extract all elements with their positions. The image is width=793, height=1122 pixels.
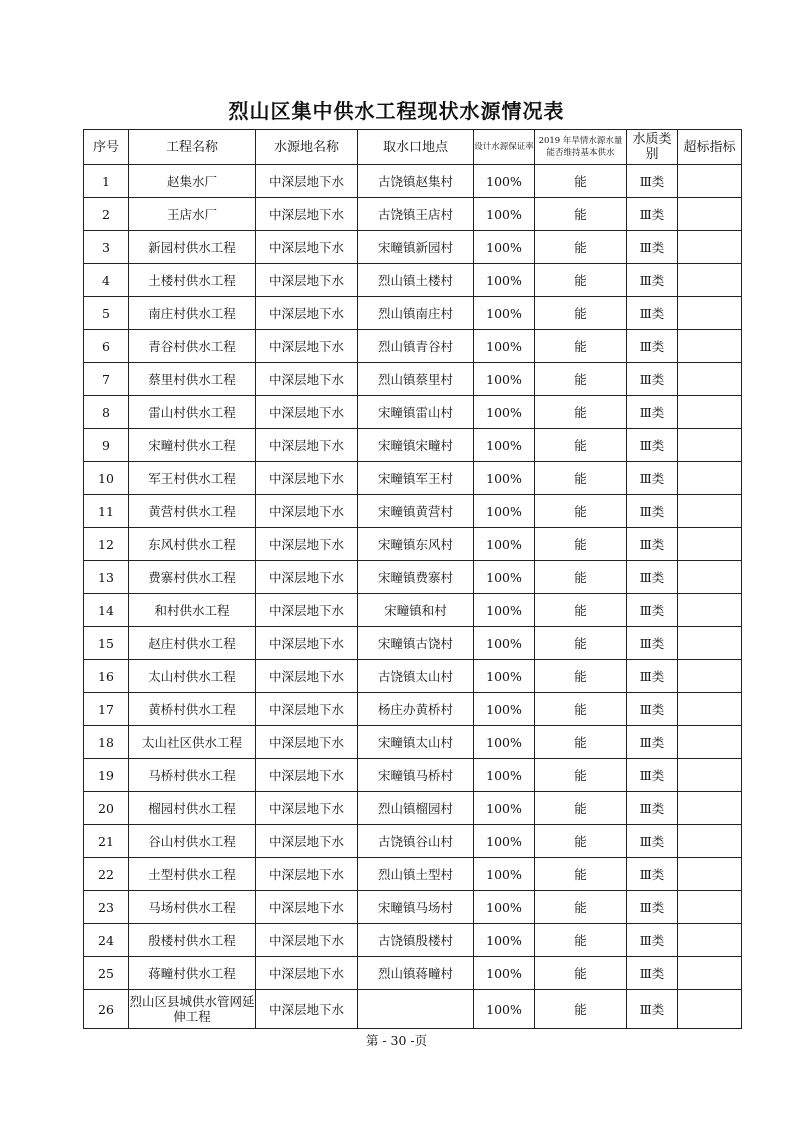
- cell-intake-location: 烈山镇南庄村: [358, 297, 474, 330]
- cell-exceeding-index: [678, 363, 742, 396]
- cell-intake-location: 宋疃镇费寨村: [358, 561, 474, 594]
- header-index: 序号: [84, 130, 129, 165]
- cell-exceeding-index: [678, 165, 742, 198]
- cell-intake-location: 宋疃镇军王村: [358, 462, 474, 495]
- table-row: [84, 330, 742, 363]
- cell-intake-location: 宋疃镇马场村: [358, 891, 474, 924]
- cell-index: 15: [84, 627, 129, 660]
- table-row: [84, 825, 742, 858]
- table-row: [84, 759, 742, 792]
- cell-index: 12: [84, 528, 129, 561]
- cell-drought-supply: 能: [535, 495, 627, 528]
- cell-intake-location: [358, 990, 474, 1029]
- table-row: [84, 858, 742, 891]
- cell-exceeding-index: [678, 198, 742, 231]
- header-row: [84, 130, 742, 165]
- table-body: [84, 165, 742, 1029]
- cell-index: 1: [84, 165, 129, 198]
- cell-water-quality: Ⅲ类: [627, 990, 678, 1029]
- cell-water-quality: Ⅲ类: [627, 891, 678, 924]
- cell-exceeding-index: [678, 561, 742, 594]
- cell-water-quality: Ⅲ类: [627, 165, 678, 198]
- cell-source-name: 中深层地下水: [256, 825, 358, 858]
- cell-design-guarantee: 100%: [474, 528, 535, 561]
- cell-drought-supply: 能: [535, 594, 627, 627]
- cell-project-name: 王店水厂: [129, 198, 256, 231]
- cell-project-name: 青谷村供水工程: [129, 330, 256, 363]
- cell-project-name: 赵庄村供水工程: [129, 627, 256, 660]
- cell-drought-supply: 能: [535, 231, 627, 264]
- cell-project-name: 马场村供水工程: [129, 891, 256, 924]
- cell-drought-supply: 能: [535, 726, 627, 759]
- cell-exceeding-index: [678, 792, 742, 825]
- table-row: [84, 297, 742, 330]
- cell-index: 19: [84, 759, 129, 792]
- cell-project-name: 蒋疃村供水工程: [129, 957, 256, 990]
- cell-design-guarantee: 100%: [474, 990, 535, 1029]
- cell-intake-location: 烈山镇榴园村: [358, 792, 474, 825]
- cell-exceeding-index: [678, 297, 742, 330]
- cell-design-guarantee: 100%: [474, 726, 535, 759]
- cell-index: 6: [84, 330, 129, 363]
- cell-design-guarantee: 100%: [474, 792, 535, 825]
- header-design-guarantee: 设计水源保证率: [474, 130, 535, 165]
- cell-intake-location: 烈山镇青谷村: [358, 330, 474, 363]
- table-row: [84, 627, 742, 660]
- cell-index: 13: [84, 561, 129, 594]
- cell-source-name: 中深层地下水: [256, 528, 358, 561]
- cell-drought-supply: 能: [535, 561, 627, 594]
- cell-design-guarantee: 100%: [474, 693, 535, 726]
- cell-intake-location: 宋疃镇宋疃村: [358, 429, 474, 462]
- cell-intake-location: 宋疃镇东风村: [358, 528, 474, 561]
- cell-exceeding-index: [678, 957, 742, 990]
- cell-source-name: 中深层地下水: [256, 594, 358, 627]
- table-row: [84, 957, 742, 990]
- cell-design-guarantee: 100%: [474, 495, 535, 528]
- cell-water-quality: Ⅲ类: [627, 924, 678, 957]
- cell-design-guarantee: 100%: [474, 891, 535, 924]
- cell-source-name: 中深层地下水: [256, 462, 358, 495]
- cell-exceeding-index: [678, 693, 742, 726]
- cell-source-name: 中深层地下水: [256, 297, 358, 330]
- cell-source-name: 中深层地下水: [256, 990, 358, 1029]
- cell-index: 21: [84, 825, 129, 858]
- cell-drought-supply: 能: [535, 693, 627, 726]
- cell-project-name: 土型村供水工程: [129, 858, 256, 891]
- cell-drought-supply: 能: [535, 858, 627, 891]
- cell-intake-location: 古饶镇王店村: [358, 198, 474, 231]
- cell-index: 8: [84, 396, 129, 429]
- cell-project-name: 黄桥村供水工程: [129, 693, 256, 726]
- cell-drought-supply: 能: [535, 396, 627, 429]
- cell-water-quality: Ⅲ类: [627, 759, 678, 792]
- cell-index: 14: [84, 594, 129, 627]
- cell-water-quality: Ⅲ类: [627, 495, 678, 528]
- cell-project-name: 烈山区县城供水管网延伸工程: [129, 990, 256, 1029]
- cell-water-quality: Ⅲ类: [627, 726, 678, 759]
- cell-index: 22: [84, 858, 129, 891]
- cell-index: 7: [84, 363, 129, 396]
- cell-exceeding-index: [678, 462, 742, 495]
- cell-index: 10: [84, 462, 129, 495]
- cell-design-guarantee: 100%: [474, 957, 535, 990]
- cell-exceeding-index: [678, 990, 742, 1029]
- cell-source-name: 中深层地下水: [256, 363, 358, 396]
- cell-drought-supply: 能: [535, 891, 627, 924]
- cell-project-name: 费寨村供水工程: [129, 561, 256, 594]
- cell-index: 3: [84, 231, 129, 264]
- cell-index: 23: [84, 891, 129, 924]
- cell-source-name: 中深层地下水: [256, 792, 358, 825]
- cell-project-name: 军王村供水工程: [129, 462, 256, 495]
- table-row: [84, 231, 742, 264]
- table-row: [84, 198, 742, 231]
- cell-water-quality: Ⅲ类: [627, 297, 678, 330]
- cell-index: 24: [84, 924, 129, 957]
- cell-source-name: 中深层地下水: [256, 957, 358, 990]
- cell-index: 26: [84, 990, 129, 1029]
- cell-drought-supply: 能: [535, 429, 627, 462]
- cell-source-name: 中深层地下水: [256, 561, 358, 594]
- cell-source-name: 中深层地下水: [256, 726, 358, 759]
- table-row: [84, 528, 742, 561]
- cell-design-guarantee: 100%: [474, 165, 535, 198]
- cell-design-guarantee: 100%: [474, 627, 535, 660]
- cell-source-name: 中深层地下水: [256, 495, 358, 528]
- cell-intake-location: 古饶镇太山村: [358, 660, 474, 693]
- cell-index: 9: [84, 429, 129, 462]
- cell-design-guarantee: 100%: [474, 594, 535, 627]
- cell-design-guarantee: 100%: [474, 561, 535, 594]
- cell-exceeding-index: [678, 231, 742, 264]
- cell-exceeding-index: [678, 726, 742, 759]
- header-source-name: 水源地名称: [256, 130, 358, 165]
- cell-water-quality: Ⅲ类: [627, 858, 678, 891]
- cell-water-quality: Ⅲ类: [627, 792, 678, 825]
- cell-design-guarantee: 100%: [474, 429, 535, 462]
- cell-intake-location: 宋疃镇雷山村: [358, 396, 474, 429]
- cell-project-name: 蔡里村供水工程: [129, 363, 256, 396]
- table-row: [84, 792, 742, 825]
- cell-design-guarantee: 100%: [474, 825, 535, 858]
- cell-index: 2: [84, 198, 129, 231]
- cell-project-name: 太山村供水工程: [129, 660, 256, 693]
- cell-project-name: 殷楼村供水工程: [129, 924, 256, 957]
- cell-source-name: 中深层地下水: [256, 924, 358, 957]
- cell-source-name: 中深层地下水: [256, 396, 358, 429]
- cell-index: 11: [84, 495, 129, 528]
- cell-intake-location: 古饶镇赵集村: [358, 165, 474, 198]
- cell-water-quality: Ⅲ类: [627, 627, 678, 660]
- cell-source-name: 中深层地下水: [256, 891, 358, 924]
- cell-intake-location: 烈山镇土楼村: [358, 264, 474, 297]
- cell-intake-location: 宋疃镇马桥村: [358, 759, 474, 792]
- table-row: [84, 990, 742, 1029]
- table-row: [84, 561, 742, 594]
- cell-project-name: 新园村供水工程: [129, 231, 256, 264]
- cell-index: 5: [84, 297, 129, 330]
- cell-exceeding-index: [678, 660, 742, 693]
- cell-drought-supply: 能: [535, 297, 627, 330]
- water-source-table: [83, 129, 742, 1029]
- cell-water-quality: Ⅲ类: [627, 462, 678, 495]
- cell-drought-supply: 能: [535, 462, 627, 495]
- cell-project-name: 榴园村供水工程: [129, 792, 256, 825]
- cell-drought-supply: 能: [535, 924, 627, 957]
- cell-drought-supply: 能: [535, 990, 627, 1029]
- cell-source-name: 中深层地下水: [256, 660, 358, 693]
- cell-water-quality: Ⅲ类: [627, 198, 678, 231]
- cell-project-name: 和村供水工程: [129, 594, 256, 627]
- table-row: [84, 429, 742, 462]
- cell-drought-supply: 能: [535, 627, 627, 660]
- table-row: [84, 462, 742, 495]
- cell-source-name: 中深层地下水: [256, 693, 358, 726]
- cell-project-name: 马桥村供水工程: [129, 759, 256, 792]
- cell-project-name: 宋疃村供水工程: [129, 429, 256, 462]
- cell-intake-location: 宋疃镇和村: [358, 594, 474, 627]
- cell-exceeding-index: [678, 825, 742, 858]
- table-row: [84, 165, 742, 198]
- cell-design-guarantee: 100%: [474, 198, 535, 231]
- page-title: 烈山区集中供水工程现状水源情况表: [228, 99, 565, 123]
- cell-intake-location: 宋疃镇古饶村: [358, 627, 474, 660]
- header-drought-supply: 2019 年旱情水源水量能否维持基本供水: [535, 130, 627, 165]
- cell-project-name: 土楼村供水工程: [129, 264, 256, 297]
- cell-source-name: 中深层地下水: [256, 759, 358, 792]
- page-footer: 第 - 30 -页: [365, 1033, 428, 1048]
- cell-intake-location: 古饶镇殷楼村: [358, 924, 474, 957]
- cell-drought-supply: 能: [535, 792, 627, 825]
- cell-design-guarantee: 100%: [474, 330, 535, 363]
- cell-design-guarantee: 100%: [474, 297, 535, 330]
- cell-water-quality: Ⅲ类: [627, 561, 678, 594]
- cell-project-name: 谷山村供水工程: [129, 825, 256, 858]
- cell-exceeding-index: [678, 495, 742, 528]
- cell-exceeding-index: [678, 858, 742, 891]
- cell-water-quality: Ⅲ类: [627, 396, 678, 429]
- cell-design-guarantee: 100%: [474, 231, 535, 264]
- cell-intake-location: 宋疃镇太山村: [358, 726, 474, 759]
- cell-water-quality: Ⅲ类: [627, 429, 678, 462]
- cell-exceeding-index: [678, 759, 742, 792]
- table-row: [84, 726, 742, 759]
- cell-design-guarantee: 100%: [474, 363, 535, 396]
- cell-exceeding-index: [678, 396, 742, 429]
- cell-water-quality: Ⅲ类: [627, 825, 678, 858]
- cell-water-quality: Ⅲ类: [627, 330, 678, 363]
- cell-drought-supply: 能: [535, 330, 627, 363]
- cell-intake-location: 烈山镇蔡里村: [358, 363, 474, 396]
- cell-design-guarantee: 100%: [474, 264, 535, 297]
- cell-project-name: 黄营村供水工程: [129, 495, 256, 528]
- cell-index: 16: [84, 660, 129, 693]
- cell-exceeding-index: [678, 891, 742, 924]
- cell-intake-location: 烈山镇蒋疃村: [358, 957, 474, 990]
- cell-project-name: 东风村供水工程: [129, 528, 256, 561]
- cell-drought-supply: 能: [535, 198, 627, 231]
- cell-source-name: 中深层地下水: [256, 264, 358, 297]
- cell-drought-supply: 能: [535, 957, 627, 990]
- cell-drought-supply: 能: [535, 363, 627, 396]
- cell-design-guarantee: 100%: [474, 462, 535, 495]
- cell-project-name: 雷山村供水工程: [129, 396, 256, 429]
- cell-intake-location: 宋疃镇黄营村: [358, 495, 474, 528]
- cell-water-quality: Ⅲ类: [627, 594, 678, 627]
- cell-intake-location: 烈山镇土型村: [358, 858, 474, 891]
- cell-water-quality: Ⅲ类: [627, 528, 678, 561]
- table-row: [84, 660, 742, 693]
- cell-source-name: 中深层地下水: [256, 231, 358, 264]
- cell-drought-supply: 能: [535, 165, 627, 198]
- cell-design-guarantee: 100%: [474, 924, 535, 957]
- cell-exceeding-index: [678, 924, 742, 957]
- cell-design-guarantee: 100%: [474, 858, 535, 891]
- cell-exceeding-index: [678, 429, 742, 462]
- cell-index: 25: [84, 957, 129, 990]
- cell-drought-supply: 能: [535, 660, 627, 693]
- header-water-quality: 水质类别: [627, 130, 678, 165]
- cell-design-guarantee: 100%: [474, 660, 535, 693]
- cell-index: 20: [84, 792, 129, 825]
- table-row: [84, 594, 742, 627]
- table-row: [84, 264, 742, 297]
- cell-water-quality: Ⅲ类: [627, 363, 678, 396]
- cell-source-name: 中深层地下水: [256, 165, 358, 198]
- cell-drought-supply: 能: [535, 528, 627, 561]
- header-project-name: 工程名称: [129, 130, 256, 165]
- cell-exceeding-index: [678, 330, 742, 363]
- cell-water-quality: Ⅲ类: [627, 693, 678, 726]
- cell-water-quality: Ⅲ类: [627, 957, 678, 990]
- cell-drought-supply: 能: [535, 759, 627, 792]
- table-row: [84, 363, 742, 396]
- table-row: [84, 495, 742, 528]
- cell-index: 18: [84, 726, 129, 759]
- cell-drought-supply: 能: [535, 825, 627, 858]
- cell-intake-location: 宋疃镇新园村: [358, 231, 474, 264]
- cell-design-guarantee: 100%: [474, 396, 535, 429]
- cell-source-name: 中深层地下水: [256, 198, 358, 231]
- cell-source-name: 中深层地下水: [256, 627, 358, 660]
- cell-water-quality: Ⅲ类: [627, 660, 678, 693]
- cell-exceeding-index: [678, 627, 742, 660]
- cell-index: 4: [84, 264, 129, 297]
- table-row: [84, 891, 742, 924]
- cell-intake-location: 杨庄办黄桥村: [358, 693, 474, 726]
- table-row: [84, 396, 742, 429]
- cell-project-name: 赵集水厂: [129, 165, 256, 198]
- cell-water-quality: Ⅲ类: [627, 264, 678, 297]
- cell-source-name: 中深层地下水: [256, 429, 358, 462]
- cell-source-name: 中深层地下水: [256, 858, 358, 891]
- cell-source-name: 中深层地下水: [256, 330, 358, 363]
- header-intake-location: 取水口地点: [358, 130, 474, 165]
- cell-project-name: 南庄村供水工程: [129, 297, 256, 330]
- cell-drought-supply: 能: [535, 264, 627, 297]
- header-exceeding-index: 超标指标: [678, 130, 742, 165]
- table-row: [84, 924, 742, 957]
- cell-intake-location: 古饶镇谷山村: [358, 825, 474, 858]
- cell-water-quality: Ⅲ类: [627, 231, 678, 264]
- table-row: [84, 693, 742, 726]
- cell-exceeding-index: [678, 594, 742, 627]
- cell-design-guarantee: 100%: [474, 759, 535, 792]
- cell-index: 17: [84, 693, 129, 726]
- cell-exceeding-index: [678, 264, 742, 297]
- cell-project-name: 太山社区供水工程: [129, 726, 256, 759]
- cell-exceeding-index: [678, 528, 742, 561]
